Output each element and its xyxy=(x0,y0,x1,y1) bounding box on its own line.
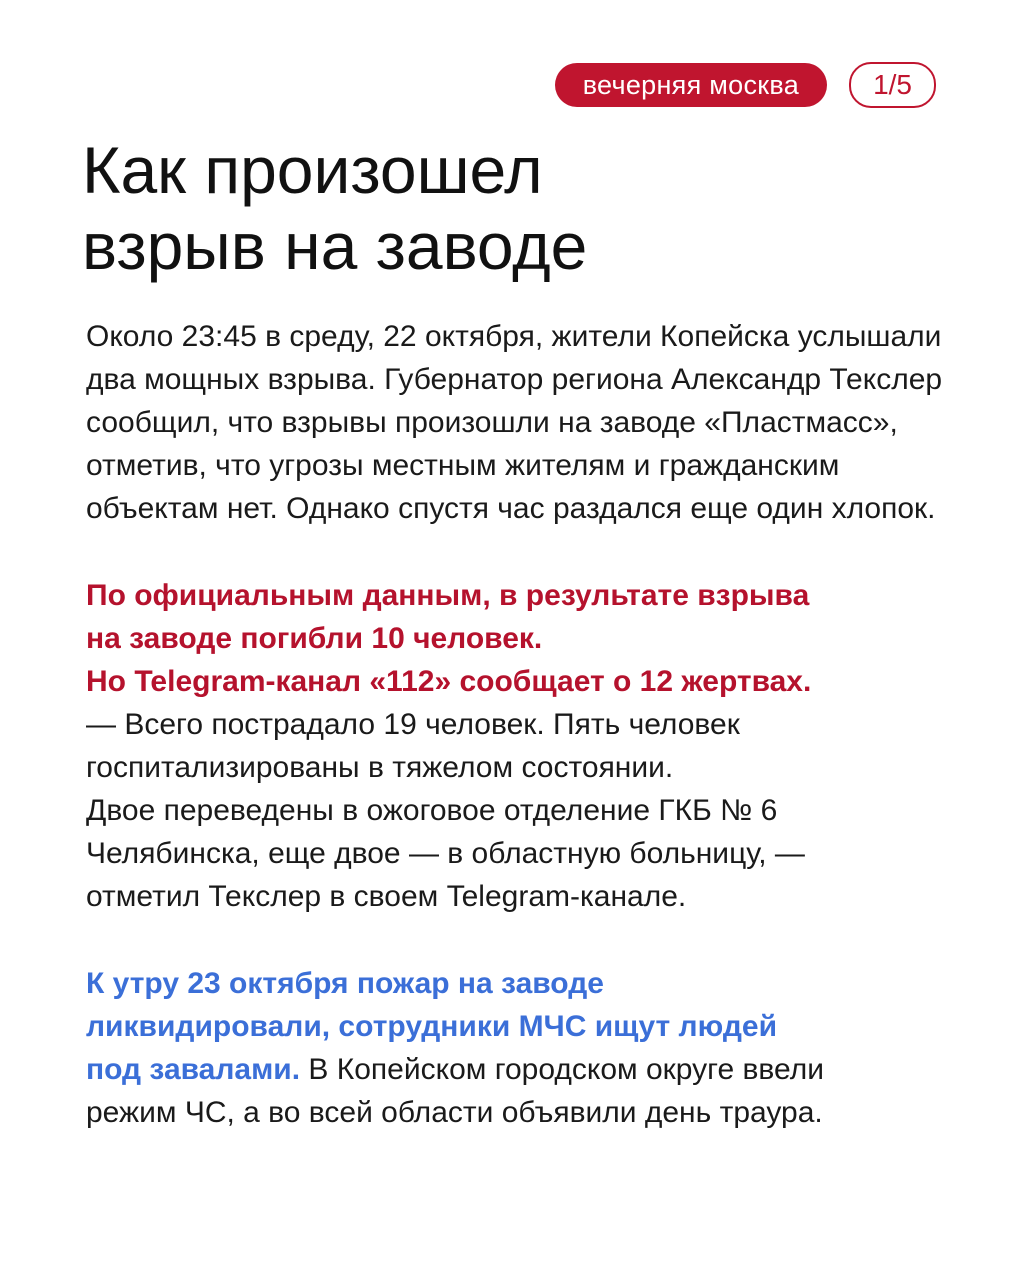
quote-line-3: Двое переведены в ожоговое отделение ГКБ № 6 xyxy=(86,794,778,827)
final-paragraph xyxy=(86,962,956,1134)
highlight-blue-line-3: под завалами. xyxy=(86,1053,301,1086)
page-title xyxy=(82,132,962,284)
title-line-1: Как произошел xyxy=(82,133,543,207)
highlight-red-line-3: Но Telegram-канал «112» сообщает о 12 жертвах. xyxy=(86,665,812,698)
final-text-line-3: В Копейском городском округе ввели xyxy=(300,1053,824,1086)
highlight-blue-line-1: К утру 23 октября пожар на заводе xyxy=(86,967,604,1000)
quote-line-1: — Всего пострадало 19 человек. Пять человек xyxy=(86,708,740,741)
brand-badge: вечерняя москва xyxy=(555,63,827,107)
article-body xyxy=(86,315,956,1134)
intro-paragraph: Около 23:45 в среду, 22 октября, жители Копейска услышали два мощных взрыва. Губернатор региона Александр Текслер сообщил, что взрывы произошли на заводе «Пластмасс», отметив, что угрозы местным жителям и гражданским объектам нет. Однако спустя час раздался еще один хлопок. xyxy=(86,320,943,525)
highlight-red-line-1: По официальным данным, в результате взрыва xyxy=(86,579,810,612)
quote-line-5: отметил Текслер в своем Telegram-канале. xyxy=(86,880,687,913)
header xyxy=(555,62,936,108)
highlight-blue-line-2: ликвидировали, сотрудники МЧС ищут людей xyxy=(86,1010,778,1043)
highlight-red-line-2: на заводе погибли 10 человек. xyxy=(86,622,543,655)
quote-line-4: Челябинска, еще двое — в областную больницу, — xyxy=(86,837,805,870)
casualties-paragraph xyxy=(86,574,956,918)
final-text-line-4: режим ЧС, а во всей области объявили день траура. xyxy=(86,1096,823,1129)
quote-line-2: госпитализированы в тяжелом состоянии. xyxy=(86,751,674,784)
title-line-2: взрыв на заводе xyxy=(82,209,588,283)
page-counter: 1/5 xyxy=(849,62,936,108)
